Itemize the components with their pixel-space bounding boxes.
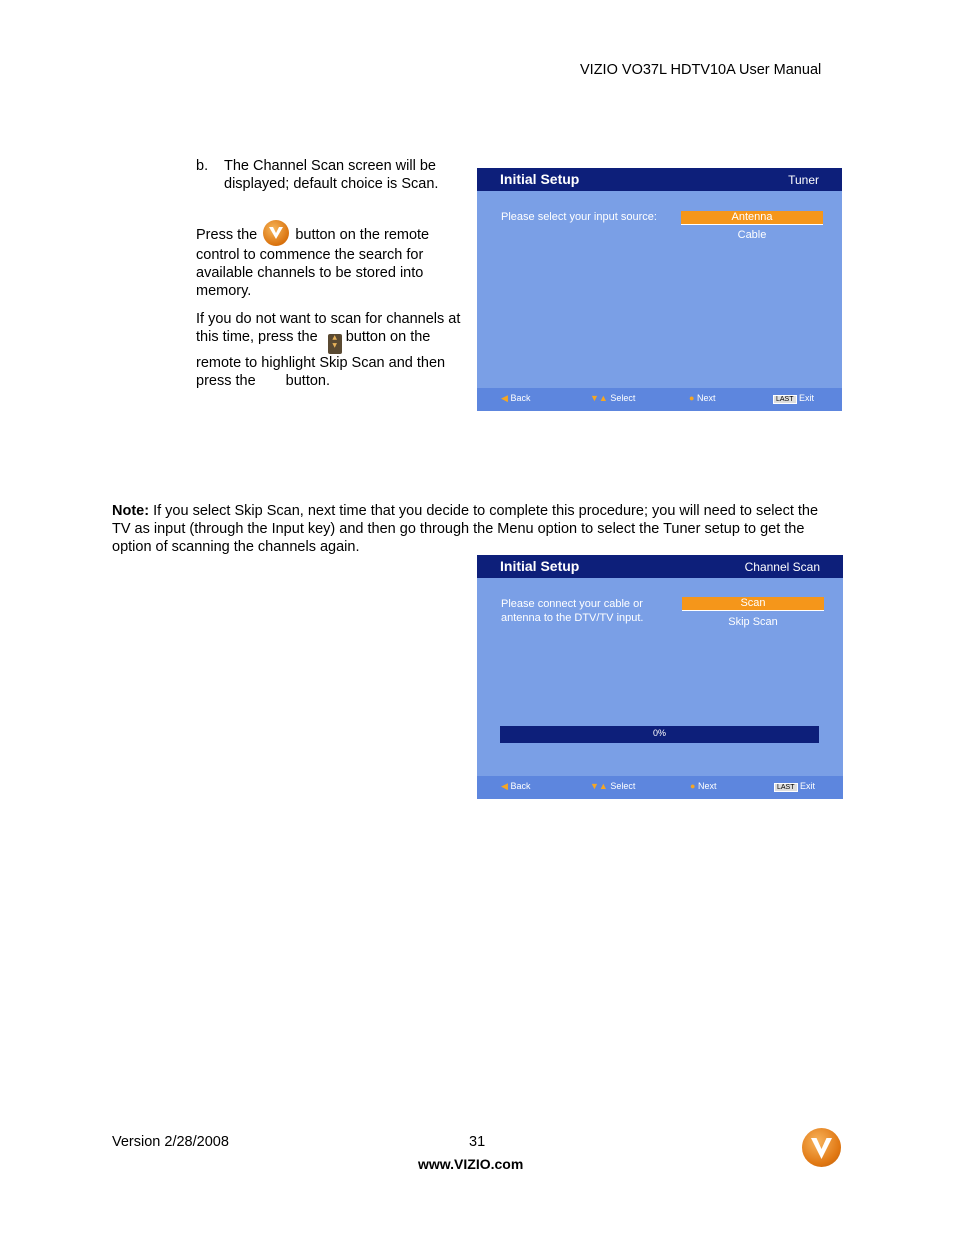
channel-button-icon: ▲ ▼ — [328, 334, 342, 354]
screen-title-bar — [477, 555, 843, 578]
version-label: Version 2/28/2008 — [112, 1134, 229, 1150]
connect-prompt: Please connect your cable or antenna to the DTV/TV input. — [501, 598, 644, 624]
manual-title: VIZIO VO37L HDTV10A User Manual — [580, 62, 822, 78]
channel-scan-screen — [477, 555, 843, 799]
step-text: The Channel Scan screen will be displayed; default choice is Scan. — [224, 158, 439, 192]
footer-back: ◀ Back — [501, 781, 531, 791]
option-scan[interactable]: Scan — [682, 597, 824, 611]
instruction-scan — [196, 220, 461, 300]
screen-footer — [477, 776, 843, 799]
footer-back: ◀ Back — [501, 393, 531, 403]
footer-select: ▼▲ Select — [590, 781, 636, 791]
note-text: If you select Skip Scan, next time that you decide to complete this procedure; you will need to select the TV as input (through the Input key) and then go through the Menu option to select the Tuner setup to get the option of scanning the channels again. — [112, 503, 819, 555]
back-arrow-icon: ◀ — [501, 393, 508, 403]
screen-title: Initial Setup — [500, 558, 580, 574]
screen-section: Channel Scan — [744, 560, 820, 574]
page-number: 31 — [469, 1134, 486, 1150]
option-cable[interactable]: Cable — [737, 229, 767, 241]
screen-footer — [477, 388, 842, 411]
note-paragraph — [112, 502, 832, 556]
footer-select: ▼▲ Select — [590, 393, 636, 403]
website-url[interactable]: www.VIZIO.com — [418, 1156, 524, 1172]
input-source-prompt: Please select your input source: — [501, 211, 657, 223]
footer-next: ● Next — [689, 393, 716, 403]
vizio-v-button-icon — [263, 220, 289, 246]
screen-title: Initial Setup — [500, 171, 580, 187]
footer-next: ● Next — [690, 781, 717, 791]
last-key-icon: LAST — [774, 783, 798, 792]
last-key-icon: LAST — [773, 395, 797, 404]
instruction-skip-line2: button on the remote to highlight Skip Scan and then press the — [196, 329, 446, 389]
tuner-screen — [477, 168, 842, 411]
v-button-icon: ● — [689, 393, 695, 403]
vizio-logo-icon — [802, 1128, 841, 1167]
note-label: Note: — [112, 503, 150, 519]
footer-exit: LAST Exit — [774, 781, 815, 791]
footer-exit: LAST Exit — [773, 393, 814, 403]
screen-section: Tuner — [788, 173, 819, 187]
select-arrows-icon: ▼▲ — [590, 393, 608, 403]
instruction-skip-line3: button. — [285, 373, 330, 389]
step-label: b. — [196, 158, 209, 174]
instruction-skip — [196, 310, 461, 390]
instruction-skip-line1: If you do not want to scan for channels at this time, press the — [196, 311, 461, 345]
select-arrows-icon: ▼▲ — [590, 781, 608, 791]
v-button-icon: ● — [690, 781, 696, 791]
option-antenna[interactable]: Antenna — [681, 211, 823, 225]
instruction-scan-after: button on the remote control to commence the search for available channels to be stored into memory. — [196, 227, 430, 299]
instruction-scan-before: Press the — [196, 227, 258, 243]
option-skip-scan[interactable]: Skip Scan — [728, 616, 778, 628]
screen-title-bar — [477, 168, 842, 191]
back-arrow-icon: ◀ — [501, 781, 508, 791]
scan-progress-bar: 0% — [500, 726, 819, 743]
